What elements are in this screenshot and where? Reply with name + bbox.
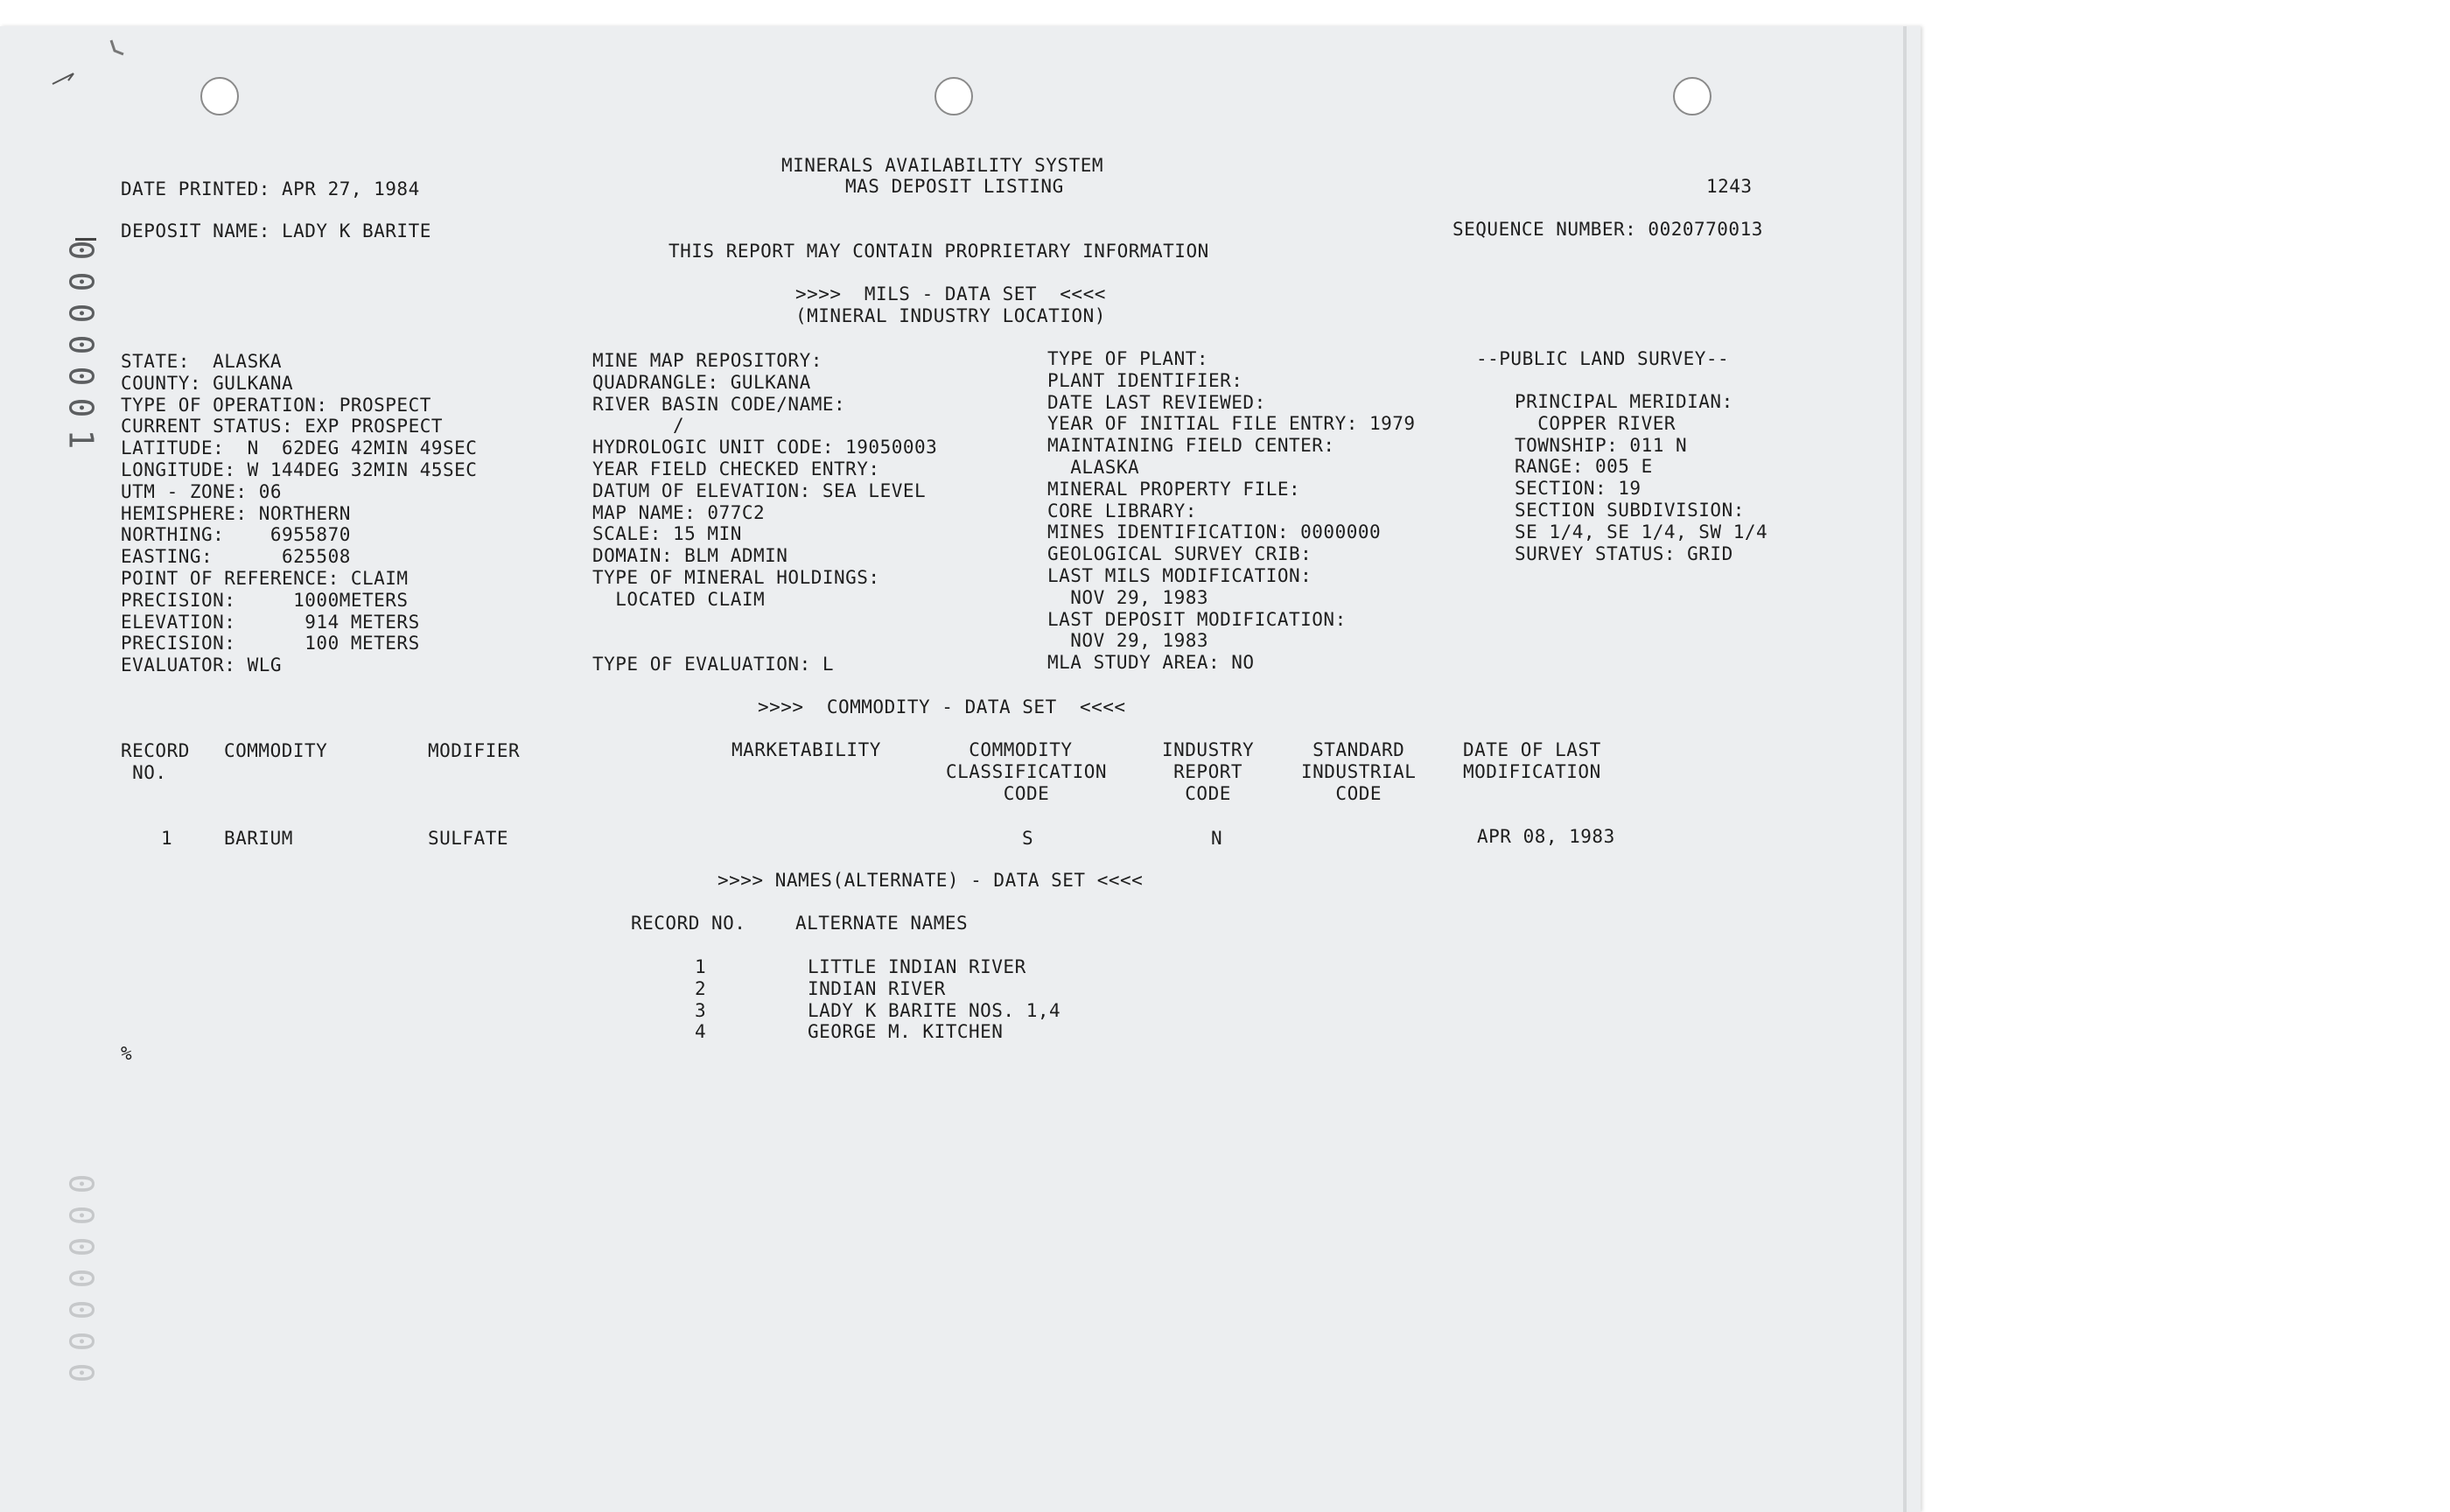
map-line: MINE MAP REPOSITORY:: [592, 350, 822, 371]
plant-line: DATE LAST REVIEWED:: [1047, 391, 1266, 413]
location-column: [121, 351, 477, 676]
name-record-no: 2: [695, 977, 707, 999]
location-line: PRECISION: 100 METERS: [121, 633, 420, 654]
mils-title: >>>> MILS - DATA SET <<<<: [795, 284, 1106, 304]
cell-industry: N: [1211, 828, 1223, 849]
plant-column: [1047, 348, 1416, 674]
names-header-names: ALTERNATE NAMES: [795, 913, 969, 934]
map-line: LOCATED CLAIM: [592, 588, 766, 610]
margin-digit: 0: [60, 366, 100, 387]
names-title: >>>> NAMES(ALTERNATE) - DATA SET <<<<: [718, 870, 1144, 891]
plant-line: MAINTAINING FIELD CENTER:: [1047, 435, 1335, 457]
location-line: TYPE OF OPERATION: PROSPECT: [121, 394, 431, 416]
header-commodity: COMMODITY: [224, 740, 328, 761]
cell-commodity: BARIUM: [224, 828, 293, 849]
margin-digit: 0: [60, 397, 100, 418]
location-line: EASTING: 625508: [121, 546, 351, 568]
margin-digit: 0: [60, 240, 100, 261]
land-survey-line: SECTION SUBDIVISION:: [1515, 499, 1745, 521]
land-survey-line: SURVEY STATUS: GRID: [1515, 542, 1733, 564]
page-number: 1243: [1706, 176, 1753, 197]
margin-digit: 0: [60, 1205, 100, 1226]
punch-hole-center: [934, 77, 973, 116]
name-record-no: 3: [695, 999, 707, 1021]
map-line: TYPE OF MINERAL HOLDINGS:: [592, 566, 880, 588]
margin-stamp: [60, 234, 100, 455]
map-line: [592, 611, 937, 633]
plant-line: LAST DEPOSIT MODIFICATION:: [1047, 608, 1347, 630]
plant-line: PLANT IDENTIFIER:: [1047, 369, 1243, 391]
map-line: QUADRANGLE: GULKANA: [592, 371, 811, 393]
scanner-corner-icon: [106, 37, 129, 58]
header-classification: COMMODITY CLASSIFICATION CODE: [946, 739, 1108, 804]
plant-line: NOV 29, 1983: [1047, 630, 1209, 652]
header-industry: INDUSTRY REPORT CODE: [1162, 739, 1255, 804]
header-marketability: MARKETABILITY: [732, 739, 881, 760]
commodity-title: >>>> COMMODITY - DATA SET <<<<: [758, 696, 1126, 718]
margin-digit: 0: [60, 1299, 100, 1320]
alternate-name: LADY K BARITE NOS. 1,4: [808, 999, 1061, 1021]
sequence-number: SEQUENCE NUMBER: 0020770013: [1452, 219, 1763, 240]
plant-line: MINERAL PROPERTY FILE:: [1047, 478, 1301, 500]
plant-line: LAST MILS MODIFICATION:: [1047, 564, 1312, 586]
map-line: DOMAIN: BLM ADMIN: [592, 545, 788, 567]
date-printed: DATE PRINTED: APR 27, 1984: [121, 178, 420, 200]
deposit-name: DEPOSIT NAME: LADY K BARITE: [121, 220, 431, 242]
mils-subtitle: (MINERAL INDUSTRY LOCATION): [795, 305, 1106, 326]
land-survey-line: COPPER RIVER: [1515, 412, 1676, 434]
page-edge: [1903, 26, 1907, 1512]
header-record: RECORD NO.: [121, 740, 190, 783]
location-line: LONGITUDE: W 144DEG 32MIN 45SEC: [121, 458, 478, 480]
land-survey-line: SE 1/4, SE 1/4, SW 1/4: [1515, 521, 1768, 542]
punch-hole-right: [1673, 77, 1712, 116]
location-line: COUNTY: GULKANA: [121, 372, 294, 394]
land-survey-title: --PUBLIC LAND SURVEY--: [1476, 348, 1730, 369]
location-line: LATITUDE: N 62DEG 42MIN 49SEC: [121, 438, 478, 459]
location-line: POINT OF REFERENCE: CLAIM: [121, 567, 409, 589]
map-line: HYDROLOGIC UNIT CODE: 19050003: [592, 437, 938, 458]
alternate-name: INDIAN RIVER: [808, 977, 946, 999]
map-line: /: [592, 415, 685, 437]
land-survey-line: RANGE: 005 E: [1515, 456, 1653, 478]
plant-line: NOV 29, 1983: [1047, 586, 1209, 608]
margin-digit: 1: [60, 429, 100, 450]
land-survey-line: TOWNSHIP: 011 N: [1515, 434, 1688, 456]
map-line: YEAR FIELD CHECKED ENTRY:: [592, 458, 880, 480]
footer-mark: %: [121, 1043, 133, 1064]
map-line: [592, 632, 937, 654]
header-modifier: MODIFIER: [428, 740, 521, 761]
cell-classification: S: [1022, 828, 1034, 849]
header-standard: STANDARD INDUSTRIAL CODE: [1301, 739, 1417, 804]
alternate-name: GEORGE M. KITCHEN: [808, 1021, 1004, 1043]
margin-stamp-faint: [60, 1168, 100, 1389]
location-line: PRECISION: 1000METERS: [121, 589, 409, 611]
proprietary-notice: THIS REPORT MAY CONTAIN PROPRIETARY INFORMATION: [668, 241, 1209, 262]
cell-record: 1: [161, 828, 173, 849]
location-line: UTM - ZONE: 06: [121, 480, 283, 502]
plant-line: MLA STUDY AREA: NO: [1047, 652, 1255, 674]
margin-digit: 0: [60, 303, 100, 324]
margin-digit: 0: [60, 1173, 100, 1194]
plant-line: MINES IDENTIFICATION: 0000000: [1047, 522, 1382, 543]
alternate-name: LITTLE INDIAN RIVER: [808, 956, 1026, 977]
plant-line: GEOLOGICAL SURVEY CRIB:: [1047, 543, 1312, 565]
location-line: HEMISPHERE: NORTHERN: [121, 502, 351, 524]
margin-digit: 0: [60, 1331, 100, 1352]
map-line: SCALE: 15 MIN: [592, 523, 742, 545]
location-line: NORTHING: 6955870: [121, 524, 351, 546]
map-line: TYPE OF EVALUATION: L: [592, 654, 835, 676]
margin-digit: 0: [60, 271, 100, 292]
scanner-mark-icon: [51, 70, 77, 88]
system-title: MINERALS AVAILABILITY SYSTEM: [781, 155, 1104, 176]
punch-hole-left: [200, 77, 239, 116]
location-line: STATE: ALASKA: [121, 351, 283, 372]
plant-line: CORE LIBRARY:: [1047, 500, 1197, 522]
name-record-no: 1: [695, 956, 707, 977]
location-line: EVALUATOR: WLG: [121, 654, 283, 676]
listing-title: MAS DEPOSIT LISTING: [845, 176, 1064, 197]
cell-modifier: SULFATE: [428, 828, 509, 849]
location-line: ELEVATION: 914 METERS: [121, 611, 420, 633]
map-line: MAP NAME: 077C2: [592, 501, 766, 523]
location-line: CURRENT STATUS: EXP PROSPECT: [121, 416, 444, 438]
plant-line: TYPE OF PLANT:: [1047, 348, 1209, 369]
margin-digit: 0: [60, 1268, 100, 1289]
names-header-record: RECORD NO.: [631, 913, 746, 934]
cell-date: APR 08, 1983: [1477, 826, 1615, 847]
plant-line: YEAR OF INITIAL FILE ENTRY: 1979: [1047, 413, 1416, 435]
margin-digit: 0: [60, 1362, 100, 1383]
map-column: [592, 350, 937, 676]
margin-digit: 0: [60, 334, 100, 355]
plant-line: ALASKA: [1047, 456, 1140, 478]
land-survey-line: PRINCIPAL MERIDIAN:: [1515, 391, 1733, 412]
land-survey-column: [1515, 391, 1768, 564]
map-line: DATUM OF ELEVATION: SEA LEVEL: [592, 480, 927, 501]
land-survey-line: SECTION: 19: [1515, 478, 1642, 500]
header-date: DATE OF LAST MODIFICATION: [1463, 739, 1601, 782]
map-line: RIVER BASIN CODE/NAME:: [592, 393, 846, 415]
name-record-no: 4: [695, 1021, 707, 1043]
margin-digit: 0: [60, 1236, 100, 1257]
